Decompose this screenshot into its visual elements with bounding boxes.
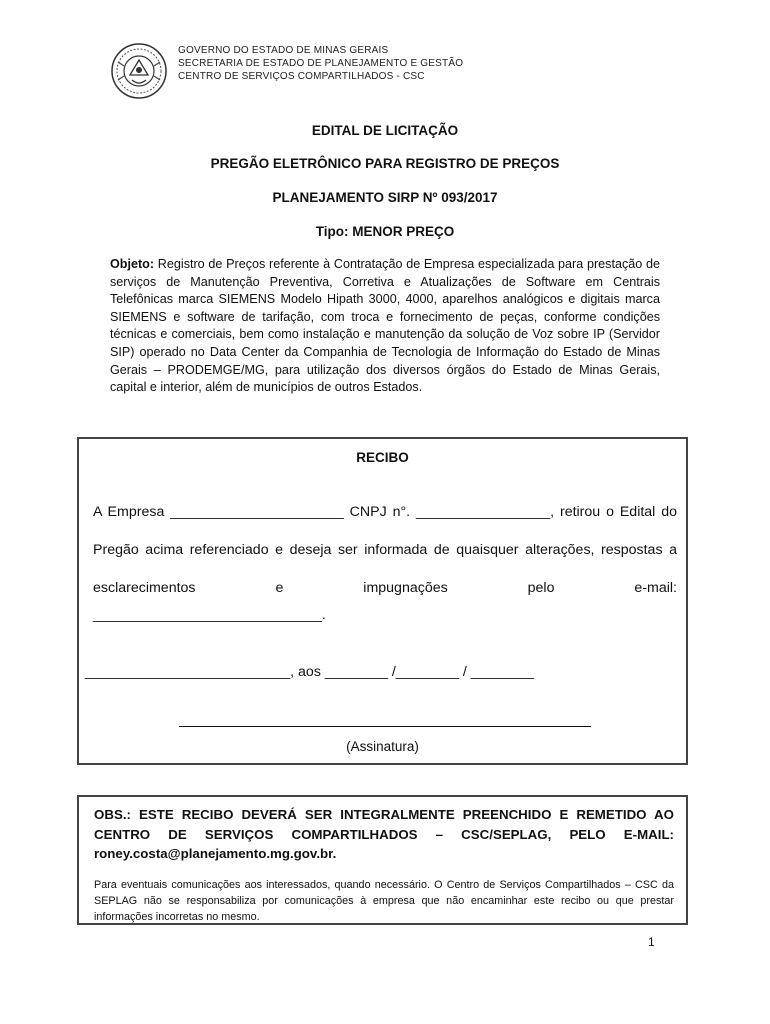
document-header xyxy=(110,42,530,102)
edital-title: EDITAL DE LICITAÇÃO xyxy=(311,123,459,138)
objeto-label: Objeto: xyxy=(110,257,155,271)
tipo-title: Tipo: MENOR PREÇO xyxy=(315,224,455,239)
recibo-paragraph: A Empresa ______________________ CNPJ n°. _________________, retirou o Edital do Pregão acima referenciado e deseja ser informada de quaisquer alterações, respostas a esclarecimentos e impugnações pelo e-mail: xyxy=(93,504,677,596)
signature-line xyxy=(179,726,591,727)
obs-bold-text: OBS.: ESTE RECIBO DEVERÁ SER INTEGRALMENTE PREENCHIDO E REMETIDO AO CENTRO DE SERVIÇOS COMPARTILHADOS – CSC/SEPLAG, PELO E-MAIL: roney.costa@planejamento.mg.gov.br. xyxy=(94,807,674,861)
objeto-text: Registro de Preços referente à Contratação de Empresa especializada para prestação de serviços de Manutenção Preventiva, Corretiva e Atualizações de Software em Centrais Telefônicas marca SIEMENS Modelo Hipath 3000, 4000, aparelhos analógicos e digitais marca SIEMENS e software de tarifação, com troca e fornecimento de peças, conforme condições técnicas e comerciais, bem como instalação e manutenção da solução de Voz sobre IP (Servidor SIP) operado no Data Center da Companhia de Tecnologia de Informação do Estado de Minas Gerais – PRODEMGE/MG, para utilização dos diversos órgãos do Estado de Minas Gerais, capital e interior, além de municípios de outros Estados. xyxy=(110,257,660,395)
recibo-title: RECIBO xyxy=(356,450,409,465)
header-csc: CENTRO DE SERVIÇOS COMPARTILHADOS - CSC xyxy=(178,71,425,82)
recibo-box xyxy=(77,437,688,765)
page-number: 1 xyxy=(648,935,655,949)
email-blank-line: _____________________________. xyxy=(93,607,326,623)
obs-box xyxy=(77,795,688,925)
pregao-title: PREGÃO ELETRÔNICO PARA REGISTRO DE PREÇOS xyxy=(210,156,560,171)
header-secretariat: SECRETARIA DE ESTADO DE PLANEJAMENTO E GESTÃO xyxy=(178,58,464,69)
date-blank-line: __________________________, aos ________ /________ / ________ xyxy=(85,664,534,680)
state-seal-icon xyxy=(110,42,168,100)
header-government: GOVERNO DO ESTADO DE MINAS GERAIS xyxy=(178,45,389,56)
header-lines xyxy=(178,44,463,83)
objeto-paragraph xyxy=(110,256,660,397)
signature-label: (Assinatura) xyxy=(346,739,419,754)
obs-small-text: Para eventuais comunicações aos interessados, quando necessário. O Centro de Serviços Compartilhados – CSC da SEPLAG não se responsabiliza por comunicações à empresa que não encaminhar este recibo ou que prestar informações incorretas no mesmo. xyxy=(94,879,674,923)
planejamento-title: PLANEJAMENTO SIRP Nº 093/2017 xyxy=(272,190,498,205)
